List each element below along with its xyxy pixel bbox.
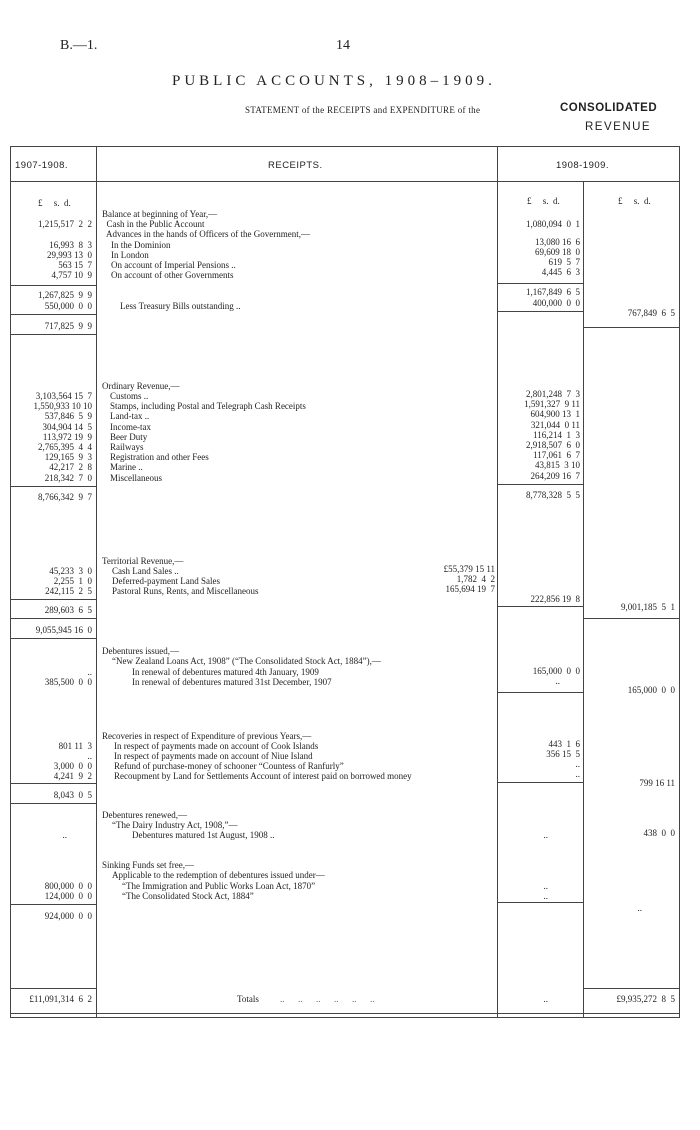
recoveries-item-label: In respect of payments made on account of Cook Islands (114, 741, 319, 751)
debentures-curr-2: .. (555, 676, 560, 686)
recoveries-prev-value: 4,241 9 2 (53, 771, 92, 781)
statement-heading: STATEMENT of the RECEIPTS and EXPENDITURE of the (245, 105, 481, 115)
ordinary-item-label: Stamps, including Postal and Telegraph Cash Receipts (110, 401, 306, 411)
renewed-act: “The Dairy Industry Act, 1908,”— (112, 820, 238, 830)
ordinary-prev-value: 1,550,933 10 10 (33, 401, 92, 411)
territorial-item-label: Deferred-payment Land Sales (112, 576, 220, 586)
ordinary-prev-value: 129,165 9 3 (44, 452, 92, 462)
territorial-curr-total: 9,001,185 5 1 (621, 602, 675, 612)
totals-prev: £11,091,314 6 2 (29, 994, 92, 1004)
ordinary-curr-value: 264,209 16 7 (530, 471, 580, 481)
rule (10, 599, 96, 600)
rule (497, 283, 583, 284)
renewed-line: Debentures matured 1st August, 1908 .. (132, 830, 275, 840)
sinking-prev-value: 800,000 0 0 (44, 881, 92, 891)
ordinary-item-label: Land-tax .. (110, 411, 150, 421)
table-top-border (10, 146, 680, 147)
rule (583, 618, 679, 619)
territorial-item-label: Cash Land Sales .. (112, 566, 179, 576)
sinking-prev-value: 124,000 0 0 (44, 891, 92, 901)
adv-london-prev: 29,993 13 0 (47, 250, 92, 260)
ordinary-prev-value: 218,342 7 0 (44, 473, 92, 483)
ordinary-item-label: Marine .. (110, 462, 143, 472)
debentures-prev-2: 385,500 0 0 (44, 677, 92, 687)
totals-leader-dots: .. .. .. .. .. .. (280, 994, 375, 1004)
less-treasury-bills-label: Less Treasury Bills outstanding .. (120, 301, 241, 311)
territorial-prev-value: 45,233 3 0 (49, 566, 92, 576)
territorial-prev-sub: 289,603 6 5 (44, 605, 92, 615)
rule (10, 285, 96, 286)
ordinary-item-label: Railways (110, 442, 144, 452)
balance-curr-net: 767,849 6 5 (627, 308, 675, 318)
territorial-inner-value: 165,694 19 7 (445, 584, 495, 594)
adv-imperial-curr: 619 5 7 (548, 257, 580, 267)
ordinary-curr-value: 116,214 1 3 (533, 430, 580, 440)
debentures-line-1: In renewal of debentures matured 4th January, 1909 (132, 667, 319, 677)
rule (10, 803, 96, 804)
balance-prev-cash: 1,215,517 2 2 (38, 219, 92, 229)
sinking-sub: Applicable to the redemption of debentures issued under— (112, 870, 325, 880)
ordinary-item-label: Customs .. (110, 391, 149, 401)
debentures-curr-total: 165,000 0 0 (627, 685, 675, 695)
rule (583, 327, 679, 328)
recoveries-prev-total: 8,043 0 5 (53, 790, 92, 800)
balance-prev-net: 717,825 9 9 (44, 321, 92, 331)
table-right-border (679, 146, 680, 1018)
recoveries-prev-value: 3,000 0 0 (53, 761, 92, 771)
rule (10, 988, 96, 989)
recoveries-curr-value: 443 1 6 (548, 739, 580, 749)
ordinary-curr-total: 8,778,328 5 5 (526, 490, 580, 500)
ordinary-item-label: Registration and other Fees (110, 452, 209, 462)
adv-dominion-label: In the Dominion (102, 240, 171, 250)
ordinary-item-label: Income-tax (110, 422, 151, 432)
renewed-curr-b: .. (543, 830, 548, 840)
balance-cash-label: Cash in the Public Account (102, 219, 205, 229)
col-header-receipts: RECEIPTS. (268, 160, 323, 171)
sinking-heading: Sinking Funds set free,— (102, 860, 194, 870)
territorial-heading: Territorial Revenue,— (102, 556, 184, 566)
adv-other-prev: 4,757 10 9 (51, 270, 92, 280)
totals-label: Totals (237, 994, 259, 1004)
debentures-heading: Debentures issued,— (102, 646, 179, 656)
sinking-item-label: “The Immigration and Public Works Loan Act, 1870” (122, 881, 316, 891)
territorial-prev-value: 242,115 2 5 (45, 586, 92, 596)
currency-header-c: £ s. d. (618, 196, 651, 206)
ordinary-curr-value: 1,591,327 9 11 (524, 399, 580, 409)
recoveries-item-label: Refund of purchase-money of schooner “Countess of Ranfurly” (114, 761, 344, 771)
ordinary-curr-value: 604,900 13 1 (530, 409, 580, 419)
adv-london-curr: 69,609 18 0 (535, 247, 580, 257)
sinking-prev-total: 924,000 0 0 (44, 911, 92, 921)
page-number: 14 (336, 38, 350, 53)
balance-heading: Balance at beginning of Year,— (102, 209, 218, 219)
debentures-curr-1: 165,000 0 0 (532, 666, 580, 676)
table-bottom-border-2 (10, 1017, 680, 1018)
ordinary-item-label: Beer Duty (110, 432, 148, 442)
balance-advances-label: Advances in the hands of Officers of the Government,— (102, 229, 311, 239)
col-divider-prev (96, 146, 97, 1018)
ordinary-curr-value: 117,061 6 7 (533, 450, 580, 460)
ordinary-curr-value: 43,815 3 10 (535, 460, 580, 470)
rule (497, 606, 583, 607)
recoveries-prev-value: .. (87, 751, 92, 761)
sinking-curr-value: .. (543, 891, 548, 901)
adv-other-label: On account of other Governments (102, 270, 234, 280)
ordinary-prev-value: 537,846 5 9 (44, 411, 92, 421)
rule (10, 783, 96, 784)
adv-imperial-prev: 563 15 7 (58, 260, 92, 270)
ordinary-prev-value: 3,103,564 15 7 (35, 391, 92, 401)
table-left-border (10, 146, 11, 1018)
recoveries-heading: Recoveries in respect of Expenditure of previous Years,— (102, 731, 312, 741)
rule (10, 314, 96, 315)
rule (583, 988, 679, 989)
territorial-curr-sub: 222,856 19 8 (530, 594, 580, 604)
balance-curr-bills: 400,000 0 0 (532, 298, 580, 308)
recoveries-curr-value: 356 15 5 (546, 749, 580, 759)
territorial-inner-value: 1,782 4 2 (456, 574, 495, 584)
ordinary-curr-value: 2,801,248 7 3 (526, 389, 580, 399)
adv-other-curr: 4,445 6 3 (541, 267, 580, 277)
rule (10, 486, 96, 487)
totals-curr: £9,935,272 8 5 (616, 994, 675, 1004)
table-header-border (10, 181, 680, 182)
statement-heading-revenue: REVENUE (585, 121, 652, 133)
currency-header-b: £ s. d. (527, 196, 560, 206)
ordinary-prev-value: 2,765,395 4 4 (38, 442, 92, 452)
statement-heading-bold: CONSOLIDATED (560, 102, 658, 114)
debentures-prev-1: .. (87, 667, 92, 677)
table-bottom-border (10, 1013, 680, 1014)
ordinary-item-label: Miscellaneous (110, 473, 162, 483)
balance-curr-total: 1,167,849 6 5 (526, 287, 580, 297)
renewed-heading: Debentures renewed,— (102, 810, 187, 820)
renewed-prev: .. (62, 830, 67, 840)
renewed-curr-total: 438 0 0 (643, 828, 675, 838)
balance-prev-total: 1,267,825 9 9 (38, 290, 92, 300)
ordinary-curr-value: 321,044 0 11 (530, 420, 580, 430)
ordinary-prev-total: 8,766,342 9 7 (38, 492, 92, 502)
rule (10, 638, 96, 639)
ordinary-curr-value: 2,918,507 6 0 (526, 440, 580, 450)
totals-curr-b: .. (543, 994, 548, 1004)
balance-curr-cash: 1,080,094 0 1 (526, 219, 580, 229)
sinking-item-label: “The Consolidated Stock Act, 1884” (122, 891, 254, 901)
adv-dominion-curr: 13,080 16 6 (535, 237, 580, 247)
rule (10, 904, 96, 905)
rule (10, 334, 96, 335)
adv-london-label: In London (102, 250, 149, 260)
col-divider-receipts (497, 146, 498, 1018)
rule (10, 618, 96, 619)
sinking-curr-value: .. (543, 881, 548, 891)
currency-header-prev: £ s. d. (38, 198, 71, 208)
col-header-prev-year: 1907-1908. (15, 160, 69, 171)
col-divider-curr (583, 182, 584, 1018)
ordinary-prev-value: 113,972 19 9 (42, 432, 92, 442)
ordinary-prev-value: 304,904 14 5 (42, 422, 92, 432)
recoveries-item-label: Recoupment by Land for Settlements Account of interest paid on borrowed money (114, 771, 412, 781)
page-title: PUBLIC ACCOUNTS, 1908–1909. (172, 73, 496, 89)
territorial-prev-total: 9,055,945 16 0 (35, 625, 92, 635)
recoveries-curr-value: .. (575, 759, 580, 769)
territorial-inner-value: £55,379 15 11 (443, 564, 495, 574)
adv-dominion-prev: 16,993 8 3 (49, 240, 92, 250)
balance-prev-bills: 550,000 0 0 (44, 301, 92, 311)
page-ref: B.—1. (60, 38, 98, 53)
recoveries-curr-value: .. (575, 769, 580, 779)
recoveries-prev-value: 801 11 3 (58, 741, 92, 751)
sinking-curr-total: .. (637, 903, 642, 913)
territorial-prev-value: 2,255 1 0 (53, 576, 92, 586)
rule (497, 782, 583, 783)
recoveries-curr-total: 799 16 11 (639, 778, 675, 788)
rule (497, 311, 583, 312)
ordinary-heading: Ordinary Revenue,— (102, 381, 180, 391)
recoveries-item-label: In respect of payments made on account of Niue Island (114, 751, 313, 761)
ordinary-prev-value: 42,217 2 8 (49, 462, 92, 472)
territorial-item-label: Pastoral Runs, Rents, and Miscellaneous (112, 586, 259, 596)
debentures-act: “New Zealand Loans Act, 1908” (“The Consolidated Stock Act, 1884”),— (112, 656, 381, 666)
rule (497, 484, 583, 485)
adv-imperial-label: On account of Imperial Pensions .. (102, 260, 236, 270)
rule (497, 692, 583, 693)
rule (497, 902, 583, 903)
col-header-curr-year: 1908-1909. (556, 160, 610, 171)
debentures-line-2: In renewal of debentures matured 31st December, 1907 (132, 677, 332, 687)
